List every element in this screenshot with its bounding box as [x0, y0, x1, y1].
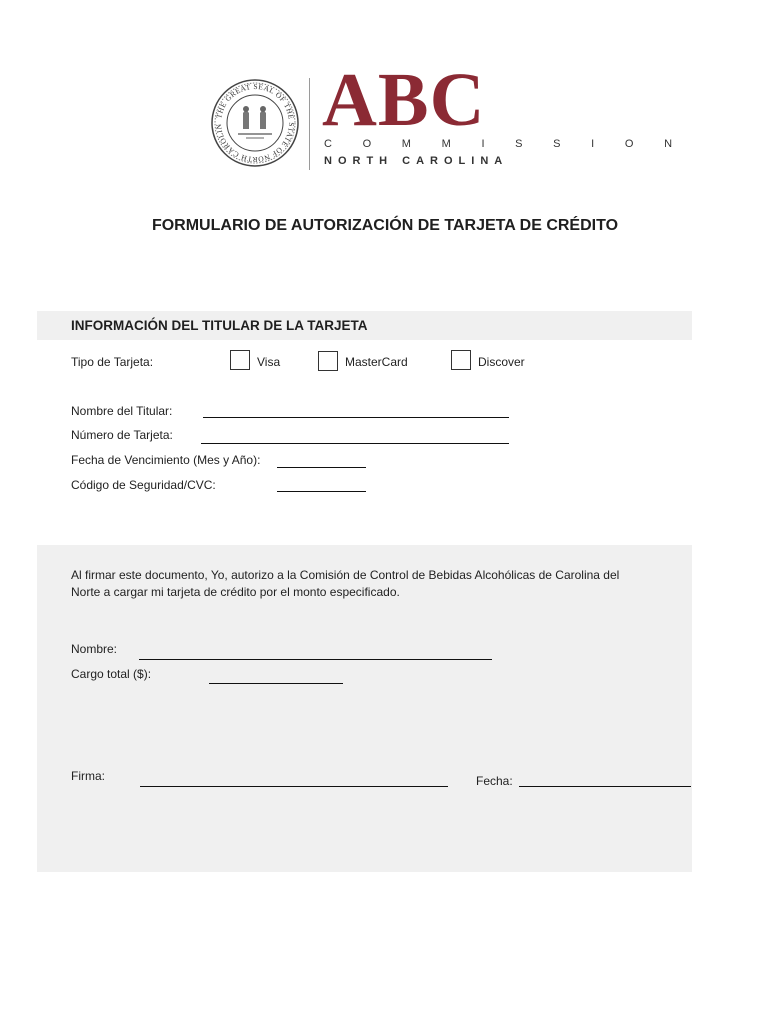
header-divider [309, 78, 310, 170]
abc-logo-text: ABC [322, 58, 486, 142]
total-charge-label: Cargo total ($): [71, 667, 152, 681]
form-title: FORMULARIO DE AUTORIZACIÓN DE TARJETA DE CRÉDITO [151, 217, 619, 234]
seal-icon [210, 78, 300, 168]
authorization-paragraph: Al firmar este documento, Yo, autorizo a la Comisión de Control de Bebidas Alcohólicas de Carolina del Norte a cargar mi tarjeta de crédito por el monto especificado. [71, 568, 620, 599]
visa-label: Visa [257, 355, 281, 369]
card-type-label: Tipo de Tarjeta: [71, 355, 154, 369]
discover-checkbox[interactable] [451, 350, 471, 370]
expiry-field[interactable] [277, 467, 366, 468]
visa-checkbox[interactable] [230, 350, 250, 370]
auth-name-label: Nombre: [71, 642, 118, 656]
mastercard-checkbox[interactable] [318, 351, 338, 371]
cvc-field[interactable] [277, 491, 366, 492]
cardholder-name-field[interactable] [203, 417, 509, 418]
logo-north-carolina-text: NORTH CAROLINA [324, 155, 509, 167]
cvc-label: Código de Seguridad/CVC: [71, 478, 216, 492]
cardholder-section-title: INFORMACIÓN DEL TITULAR DE LA TARJETA [71, 318, 368, 333]
seal-ring-text: THE GREAT SEAL OF THE STATE OF NORTH CAROLIN [213, 81, 297, 165]
mastercard-label: MasterCard [345, 355, 408, 369]
cardholder-name-label: Nombre del Titular: [71, 404, 173, 418]
signature-label: Firma: [71, 769, 105, 783]
signature-field[interactable] [140, 786, 448, 787]
card-number-label: Número de Tarjeta: [71, 428, 173, 442]
discover-label: Discover [478, 355, 525, 369]
nc-state-seal [210, 78, 300, 168]
auth-name-field[interactable] [139, 659, 492, 660]
expiry-label: Fecha de Vencimiento (Mes y Año): [71, 453, 261, 467]
logo-commission-text: C O M M I S S I O N [324, 138, 686, 150]
date-label: Fecha: [476, 774, 513, 788]
date-field[interactable] [519, 786, 691, 787]
total-charge-field[interactable] [209, 683, 343, 684]
card-number-field[interactable] [201, 443, 509, 444]
